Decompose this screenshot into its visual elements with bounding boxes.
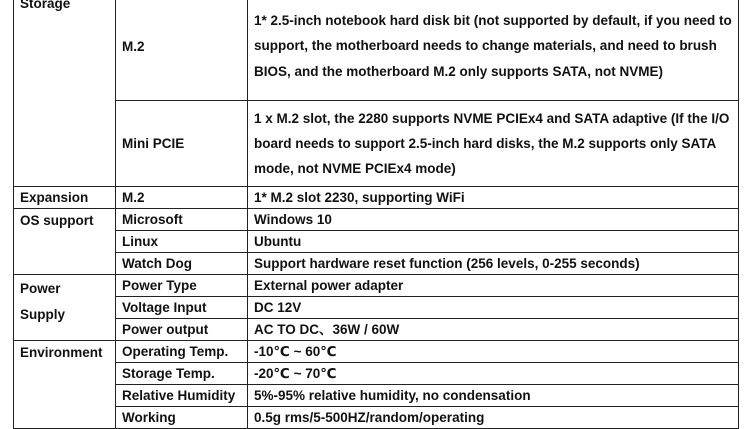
- value-storage-mini-pcie: 1 x M.2 slot, the 2280 supports NVME PCIEx4 and SATA adaptive (If the I/O board needs to support 2.5-inch hard disks, the M.2 supports only SATA mode, not NVME PCIEx4 mode): [248, 101, 739, 187]
- item-storage-temp: Storage Temp.: [116, 363, 248, 385]
- category-os-support: OS support: [14, 209, 116, 275]
- table-row-relative-humidity: [14, 385, 739, 407]
- table-row-power-output: [14, 319, 739, 341]
- table-row-voltage-input: [14, 297, 739, 319]
- table-row-storage-mini-pcie: [14, 101, 739, 187]
- category-power-line1: Power: [20, 281, 61, 296]
- item-storage-mini-pcie: Mini PCIE: [116, 101, 248, 187]
- item-operating-temp: Operating Temp.: [116, 341, 248, 363]
- category-power-line2: Supply: [20, 307, 66, 322]
- value-os-watchdog: Support hardware reset function (256 levels, 0-255 seconds): [248, 253, 739, 275]
- value-expansion-m2: 1* M.2 slot 2230, supporting WiFi: [248, 187, 739, 209]
- item-expansion-m2: M.2: [116, 187, 248, 209]
- category-expansion: Expansion: [14, 187, 116, 209]
- value-relative-humidity: 5%-95% relative humidity, no condensation: [248, 385, 739, 407]
- table-row-expansion: [14, 187, 739, 209]
- item-os-linux: Linux: [116, 231, 248, 253]
- item-working: Working: [116, 407, 248, 429]
- value-power-type: External power adapter: [248, 275, 739, 297]
- item-relative-humidity: Relative Humidity: [116, 385, 248, 407]
- item-power-type: Power Type: [116, 275, 248, 297]
- value-storage-temp: -20℃ ~ 70℃: [248, 363, 739, 385]
- item-power-output: Power output: [116, 319, 248, 341]
- value-operating-temp: -10℃ ~ 60℃: [248, 341, 739, 363]
- table-row-os-watchdog: [14, 253, 739, 275]
- value-os-microsoft: Windows 10: [248, 209, 739, 231]
- table-row-os-linux: [14, 231, 739, 253]
- category-storage: Storage: [14, 0, 116, 187]
- table-row-os-microsoft: [14, 209, 739, 231]
- item-storage-m2: M.2: [116, 0, 248, 101]
- value-power-output: AC TO DC、36W / 60W: [248, 319, 739, 341]
- table-row-working: [14, 407, 739, 429]
- category-power-supply: [14, 275, 116, 341]
- table-row-storage-m2: [14, 0, 739, 101]
- table-row-storage-temp: [14, 363, 739, 385]
- value-storage-m2: 1* 2.5-inch notebook hard disk bit (not supported by default, if you need to support, the motherboard needs to change materials, and need to brush BIOS, and the motherboard M.2 only supports SATA, not NVME): [248, 0, 739, 101]
- item-voltage-input: Voltage Input: [116, 297, 248, 319]
- value-voltage-input: DC 12V: [248, 297, 739, 319]
- value-os-linux: Ubuntu: [248, 231, 739, 253]
- spec-table: [13, 0, 739, 429]
- value-working: 0.5g rms/5-500HZ/random/operating: [248, 407, 739, 429]
- table-row-power-type: [14, 275, 739, 297]
- item-os-watchdog: Watch Dog: [116, 253, 248, 275]
- table-row-operating-temp: [14, 341, 739, 363]
- item-os-microsoft: Microsoft: [116, 209, 248, 231]
- category-environment: Environment: [14, 341, 116, 429]
